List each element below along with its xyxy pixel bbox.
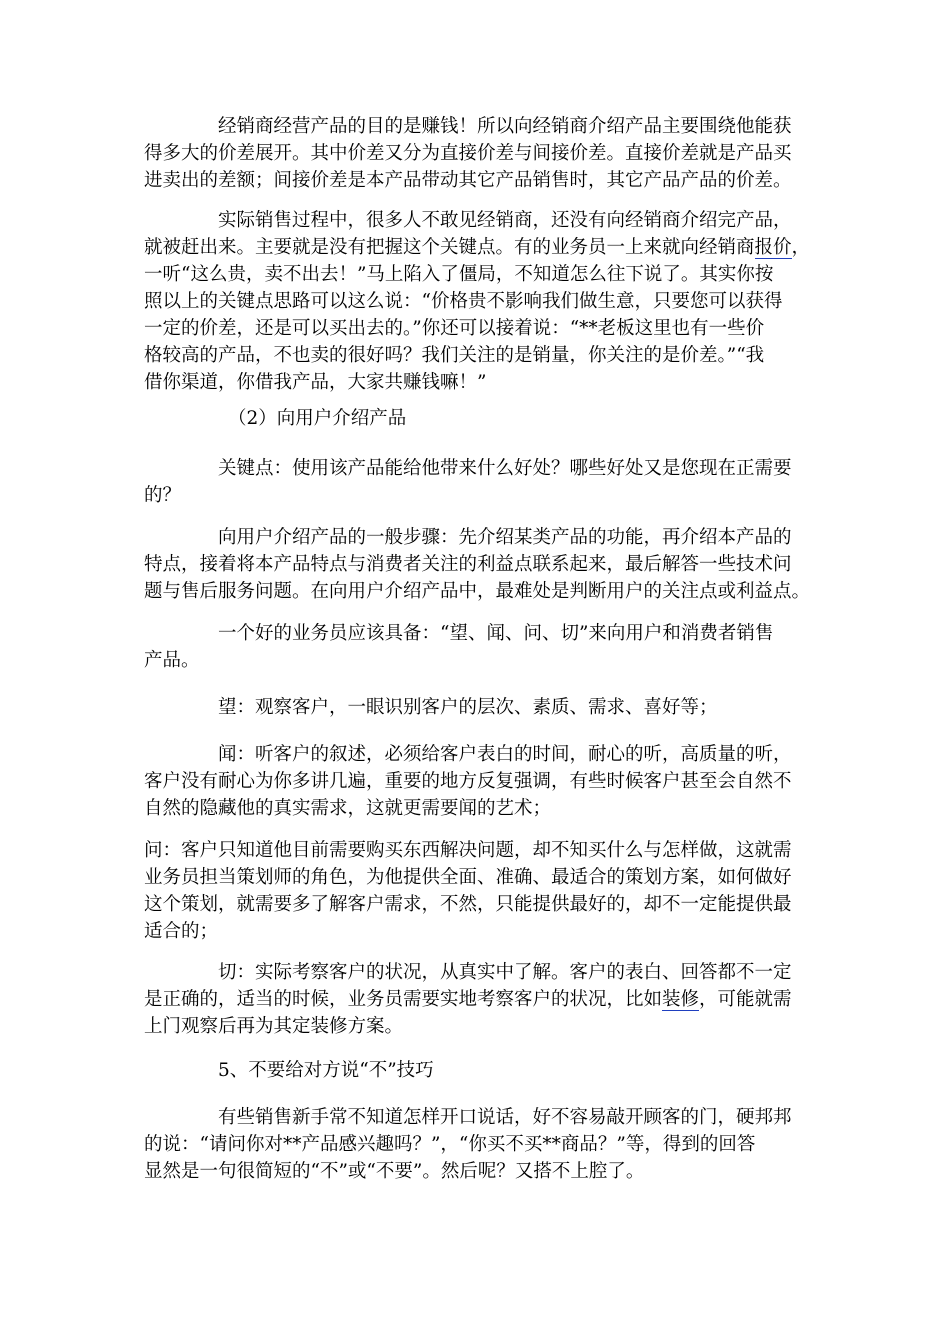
text-line	[144, 986, 808, 1013]
text-line: 闻：听客户的叙述，必须给客户表白的时间，耐心的听，高质量的听，	[218, 744, 792, 765]
text-line: 显然是一句很简短的“不”或“不要”。然后呢？又搭不上腔了。	[144, 1161, 645, 1182]
text-line: 的？	[144, 485, 182, 506]
text-line: 望：观察客户，一眼识别客户的层次、素质、需求、喜好等；	[218, 697, 718, 718]
text-segment: 是正确的，适当的时候，业务员需要实地考察客户的状况，比如	[144, 989, 663, 1010]
paragraph-listen	[144, 741, 808, 822]
text-line	[144, 234, 811, 261]
paragraph-dealer-example	[144, 207, 811, 396]
decoration-link[interactable]: 装修	[662, 989, 700, 1010]
text-segment: ，	[791, 237, 811, 258]
text-line: 适合的；	[144, 921, 219, 942]
text-line: 向用户介绍产品的一般步骤：先介绍某类产品的功能，再介绍本产品的	[218, 527, 792, 548]
text-line: 问：客户只知道他目前需要购买东西解决问题，却不知买什么与怎样做，这就需	[144, 840, 792, 861]
text-segment: ，可能就需	[699, 989, 792, 1010]
text-line: 借你渠道，你借我产品，大家共赚钱嘛！”	[144, 372, 487, 393]
text-line: 得多大的价差展开。其中价差又分为直接价差与间接价差。直接价差就是产品买	[144, 143, 792, 164]
text-line: 的说：“请问你对**产品感兴趣吗？”，“你买不买**商品？”等，得到的回答	[144, 1134, 756, 1155]
text-line: 一听“这么贵，卖不出去！”马上陷入了僵局，不知道怎么往下说了。其实你按	[144, 264, 774, 285]
text-segment: 就被赶出来。主要就是没有把握这个关键点。有的业务员一上来就向经销商	[144, 237, 755, 258]
text-line: 上门观察后再为其定装修方案。	[144, 1016, 404, 1037]
paragraph-general-steps	[144, 524, 811, 605]
text-line: 业务员担当策划师的角色，为他提供全面、准确、最适合的策划方案，如何做好	[144, 867, 792, 888]
text-line: 一定的价差，还是可以买出去的。”你还可以接着说：“**老板这里也有一些价	[144, 318, 765, 339]
text-line: 实际销售过程中，很多人不敢见经销商，还没有向经销商介绍完产品，	[218, 210, 792, 231]
text-line: 一个好的业务员应该具备：“望、闻、问、切”来向用户和消费者销售	[218, 623, 774, 644]
text-line: 产品。	[144, 650, 200, 671]
text-line: 特点，接着将本产品特点与消费者关注的利益点联系起来，最后解答一些技术问	[144, 554, 792, 575]
text-line: 有些销售新手常不知道怎样开口说话，好不容易敲开顾客的门，硬邦邦	[218, 1107, 792, 1128]
text-line: 题与售后服务问题。在向用户介绍产品中，最难处是判断用户的关注点或利益点。	[144, 581, 811, 602]
section-heading-dont-say-no	[144, 1057, 808, 1084]
text-line: 这个策划，就需要多了解客户需求，不然，只能提供最好的，却不一定能提供最	[144, 894, 792, 915]
paragraph-dealer-profit	[144, 113, 808, 194]
text-line: 进卖出的差额；间接价差是本产品带动其它产品销售时，其它产品产品的价差。	[144, 170, 792, 191]
text-line: 照以上的关键点思路可以这么说：“价格贵不影响我们做生意，只要您可以获得	[144, 291, 783, 312]
paragraph-newcomers	[144, 1104, 808, 1185]
paragraph-check	[144, 959, 808, 1040]
heading-text: 5、不要给对方说“不”技巧	[218, 1060, 434, 1081]
paragraph-ask	[144, 837, 808, 945]
text-line: 切：实际考察客户的状况，从真实中了解。客户的表白、回答都不一定	[218, 962, 792, 983]
text-line: 关键点：使用该产品能给他带来什么好处？哪些好处又是您现在正需要	[218, 458, 792, 479]
text-line: 格较高的产品，不也卖的很好吗？我们关注的是销量，你关注的是价差。”“我	[144, 345, 765, 366]
text-line: 自然的隐藏他的真实需求，这就更需要闻的艺术；	[144, 798, 552, 819]
heading-text: （2）向用户介绍产品	[228, 408, 407, 429]
text-line: 经销商经营产品的目的是赚钱！所以向经销商介绍产品主要围绕他能获	[218, 116, 792, 137]
paragraph-key-point	[144, 455, 808, 509]
quote-price-link[interactable]: 报价	[754, 237, 792, 258]
paragraph-look	[144, 694, 808, 721]
text-line: 客户没有耐心为你多讲几遍，重要的地方反复强调，有些时候客户甚至会自然不	[144, 771, 792, 792]
paragraph-good-salesman	[144, 620, 808, 674]
section-heading-user-intro	[144, 405, 808, 432]
